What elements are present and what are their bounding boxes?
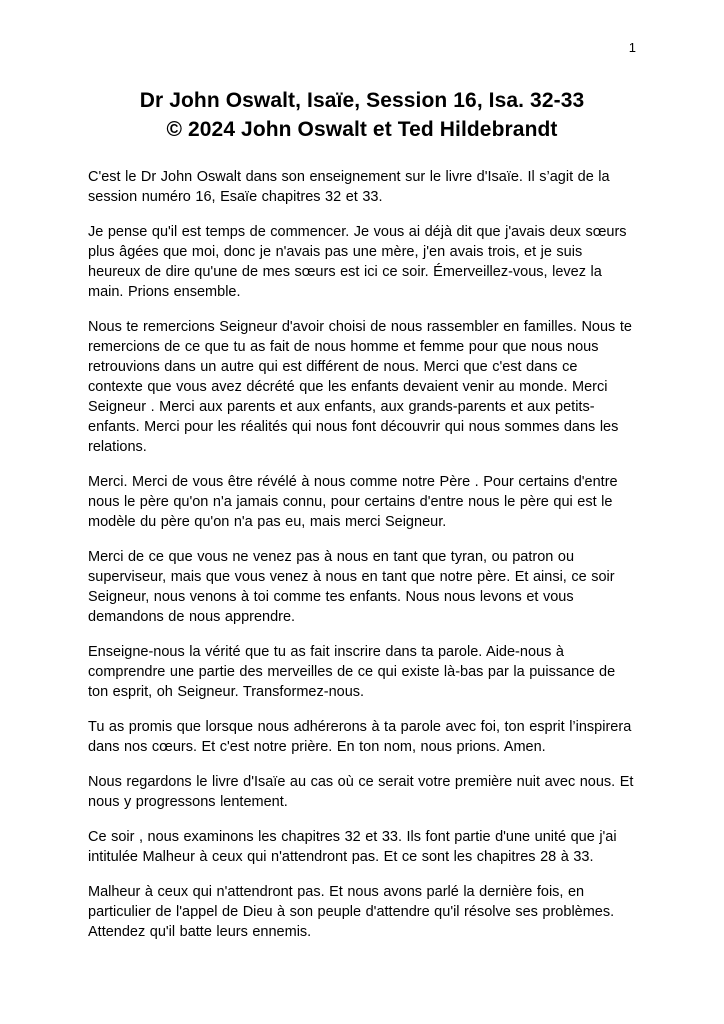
paragraph: Ce soir , nous examinons les chapitres 32 et 33. Ils font partie d'une unité que j'ai intitulée Malheur à ceux qui n'attendront pas. Et ce sont les chapitres 28 à 33.	[88, 829, 617, 865]
paragraph: Nous te remercions Seigneur d'avoir choisi de nous rassembler en familles. Nous te remercions de ce que tu as fait de nous homme et femme pour que nous nous retrouvions dans un autre qui est différent de nous. Merci que c'est dans ce contexte que vous avez décrété que les enfants devaient venir au monde. Merci Seigneur . Merci aux parents et aux enfants, aux grands-parents et aux petits-enfants. Merci pour les réalités qui nous font découvrir qui nous sommes dans les relations.	[88, 319, 632, 455]
paragraph: Nous regardons le livre d'Isaïe au cas où ce serait votre première nuit avec nous. Et nous y progressons lentement.	[88, 774, 634, 810]
copyright-line: © 2024 John Oswalt et Ted Hildebrandt	[166, 118, 558, 141]
paragraph: Merci. Merci de vous être révélé à nous comme notre Père . Pour certains d'entre nous le père qu'on n'a jamais connu, pour certains d'entre nous le père qui est le modèle du père qu'on n'a pas eu, mais merci Seigneur.	[88, 474, 618, 530]
paragraph: Tu as promis que lorsque nous adhérerons à ta parole avec foi, ton esprit l’inspirera dans nos cœurs. Et c'est notre prière. En ton nom, nous prions. Amen.	[88, 719, 632, 755]
paragraph: C'est le Dr John Oswalt dans son enseignement sur le livre d'Isaïe. Il s’agit de la session numéro 16, Esaïe chapitres 32 et 33.	[88, 169, 610, 205]
document-title: Dr John Oswalt, Isaïe, Session 16, Isa. 32-33	[139, 89, 585, 112]
paragraph: Enseigne-nous la vérité que tu as fait inscrire dans ta parole. Aide-nous à comprendre une partie des merveilles de ce qui existe là-bas par la puissance de ton esprit, oh Seigneur. Transformez-nous.	[88, 644, 616, 700]
document-body	[0, 144, 724, 942]
paragraph: Merci de ce que vous ne venez pas à nous en tant que tyran, ou patron ou superviseur, mais que vous venez à nous en tant que notre père. Et ainsi, ce soir Seigneur, nous venons à toi comme tes enfants. Nous nous levons et vous demandons de nous apprendre.	[88, 549, 615, 625]
title-block	[0, 0, 724, 144]
paragraph: Malheur à ceux qui n'attendront pas. Et nous avons parlé la dernière fois, en particulier de l'appel de Dieu à son peuple d'attendre qu'il résolve ses problèmes. Attendez qu'il batte leurs ennemis.	[88, 884, 615, 940]
paragraph: Je pense qu'il est temps de commencer. Je vous ai déjà dit que j'avais deux sœurs plus âgées que moi, donc je n'avais pas une mère, j'en avais trois, et je suis heureux de dire qu'une de mes sœurs est ici ce soir. Émerveillez-vous, levez la main. Prions ensemble.	[88, 224, 627, 300]
page-number: 1	[628, 40, 636, 55]
